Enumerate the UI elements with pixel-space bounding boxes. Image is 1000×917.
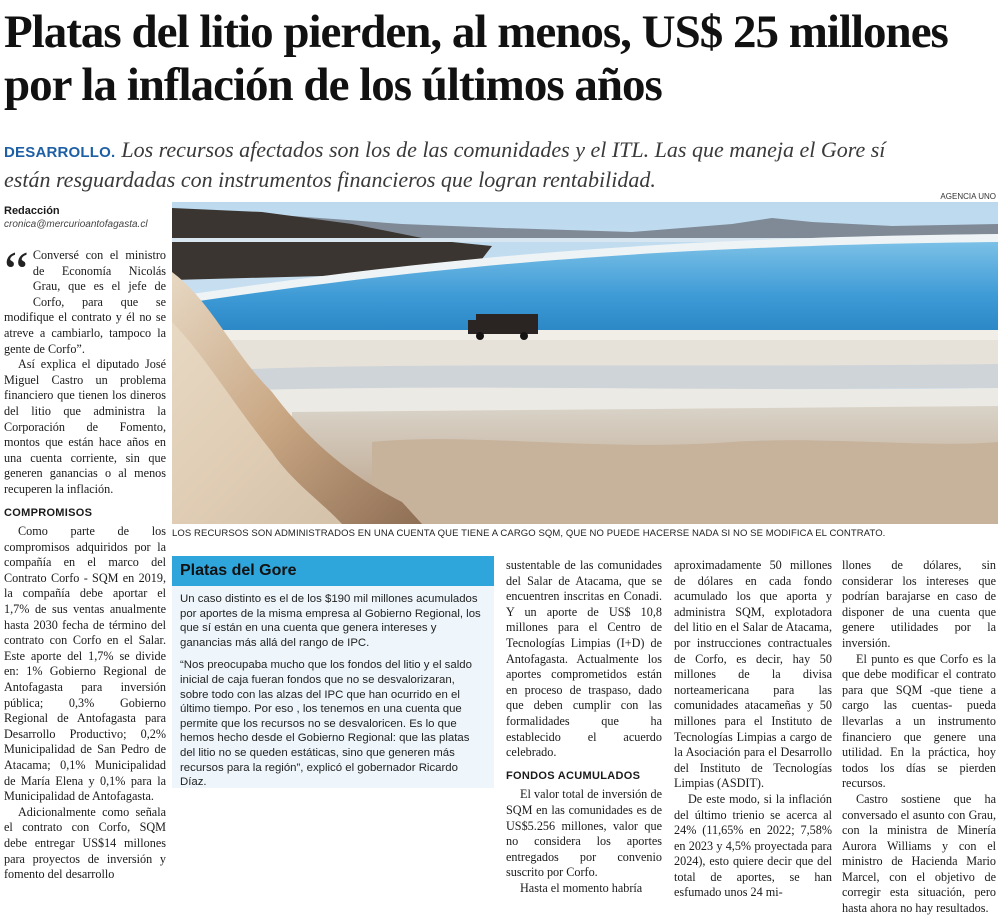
column-1 [4,241,166,883]
col3-paragraph-1: sustentable de las comunidades del Salar de Atacama, que se encuentren inscritas en Conadi. Y un aporte de US$ 10,8 millones para el Centro de Tecnologías Limpias (I+D) de Antofagasta. Actualmente los aportes comprometidos están en proceso de traspaso, dado que deben cumplir con las formalidades que ha establecido el acuerdo celebrado. [506,558,662,760]
deck [4,136,904,193]
photo-caption: LOS RECURSOS SON ADMINISTRADOS EN UNA CUENTA QUE TIENE A CARGO SQM, QUE NO PUEDE HACERSE NADA SI NO SE MODIFICA EL CONTRATO. [172,528,886,539]
col3-paragraph-2: El valor total de inversión de SQM en las comunidades es de US$5.256 millones, valor que no considera los aportes entregados por convenio suscrito por Corfo. [506,787,662,880]
col1-paragraph-4: Adicionalmente como señala el contrato con Corfo, SQM debe entregar US$14 millones para proyectos de inversión y fomento del desarrollo [4,804,166,882]
byline-email: cronica@mercurioantofagasta.cl [4,219,148,230]
column-5 [842,558,996,917]
sidebar-paragraph-1: Un caso distinto es el de los $190 mil millones acumulados por aportes de la misma empresa al Gobierno Regional, los que sí están en una cuenta que genera intereses y ganancias más allá del rango de IPC. [180,593,481,649]
column-3 [506,558,662,896]
article-photo [172,202,998,524]
byline-name: Redacción [4,205,60,217]
col1-paragraph-2: Así explica el diputado José Miguel Castro un problema financiero que tienen los dineros del litio que administra la Corporación de Fomento, montos que están hace años en una cuenta corriente, sin que generen ganancias o al menos recuperen la inflación. [4,357,166,496]
col3-paragraph-3: Hasta el momento habría [520,880,643,895]
deck-kicker: DESARROLLO. [4,144,116,161]
salt-flat-photo [172,202,998,524]
column-4 [674,558,832,901]
col5-paragraph-2: El punto es que Corfo es la que debe modificar el contrato para que SQM -que tiene a cargo las cuentas- pueda llevarlas a un instrumento financiero que genere una utilidad. En la práctica, hoy todos los días se pierden recursos. [842,651,996,791]
deck-text: Los recursos afectados son los de las comunidades y el ITL. Las que maneja el Gore sí están resguardadas con instrumentos financieros que logran rentabilidad. [4,137,886,192]
sidebar-box [172,556,494,788]
col5-paragraph-1: llones de dólares, sin considerar los intereses que podrían barajarse en caso de disponer de una cuenta que genere utilidades por la inversión. [842,558,996,650]
byline [4,205,169,230]
quote-mark: “ [4,241,29,303]
photo-credit: AGENCIA UNO [940,192,996,201]
sidebar-box-body [172,586,494,790]
col4-paragraph-2: De este modo, si la inflación del último trienio se acerca al 24% (11,65% en 2022; 7,58% en 2023 y 4,5% proyectada para 2024), esto quiere decir que del total de aportes, se han esfumado unos 24 mi- [674,791,832,900]
sidebar-paragraph-2: “Nos preocupaba mucho que los fondos del litio y el saldo inicial de caja fueran fondos que no se desvalorizaran, sobre todo con las alzas del IPC que han ocurrido en el último tiempo. Por eso , los tenemos en una cuenta que permite que los recursos no se desvaloricen. Es lo que hemos hecho desde el Gobierno Regional: que las platas del litio no se queden estáticas, sino que generen más recursos para la región”, explicó el gobernador Ricardo Díaz. [180,659,472,789]
subhead-fondos-acumulados: FONDOS ACUMULADOS [506,769,641,782]
col4-paragraph-1: aproximadamente 50 millones de dólares en cada fondo acumulado los que aporta y administra SQM, explotadora del litio en el Salar de Atacama, por instrucciones contractuales de Corfo, es decir, hay 50 millones de la divisa norteamericana para las comunidades atacameñas y 50 millones para el Instituto de Tecnologías Limpias a cargo de la Asociación para el Desarrollo del Instituto de Tecnologías Limpias (ASDIT). [674,558,832,791]
col1-paragraph-3: Como parte de los compromisos adquiridos por la compañía en el marco del Contrato Corfo - SQM en 2019, la compañía debe aportar el 1,7% de sus ventas anualmente hasta 2030 fecha de término del contrato con Corfo en el Salar. Este aporte del 1,7% se divide en: 1% Gobierno Regional de Antofagasta para inversión pública; 0,3% Gobierno Regional de Antofagasta para Desarrollo Productivo; 0,2% Municipalidad de San Pedro de Atacama; 0,1% Municipalidad de María Elena y 0,1% para la Municipalidad de Antofagasta. [4,524,166,804]
sidebar-box-title: Platas del Gore [172,556,494,586]
subhead-compromisos: COMPROMISOS [4,506,93,519]
headline: Platas del litio pierden, al menos, US$ 25 millones por la inflación de los últimos años [4,6,948,111]
col1-paragraph-1: Conversé con el ministro de Economía Nicolás Grau, que es el jefe de Corfo, para que se modifique el contrato y él no se atreve a cambiarlo, tampoco la gente de Corfo”. [4,248,166,356]
col5-paragraph-3: Castro sostiene que ha conversado el asunto con Grau, con la ministra de Minería Aurora Williams y con el ministro de Hacienda Mario Marcel, con el objetivo de corregir esta situación, pero hasta ahora no hay resultados. [842,791,996,916]
